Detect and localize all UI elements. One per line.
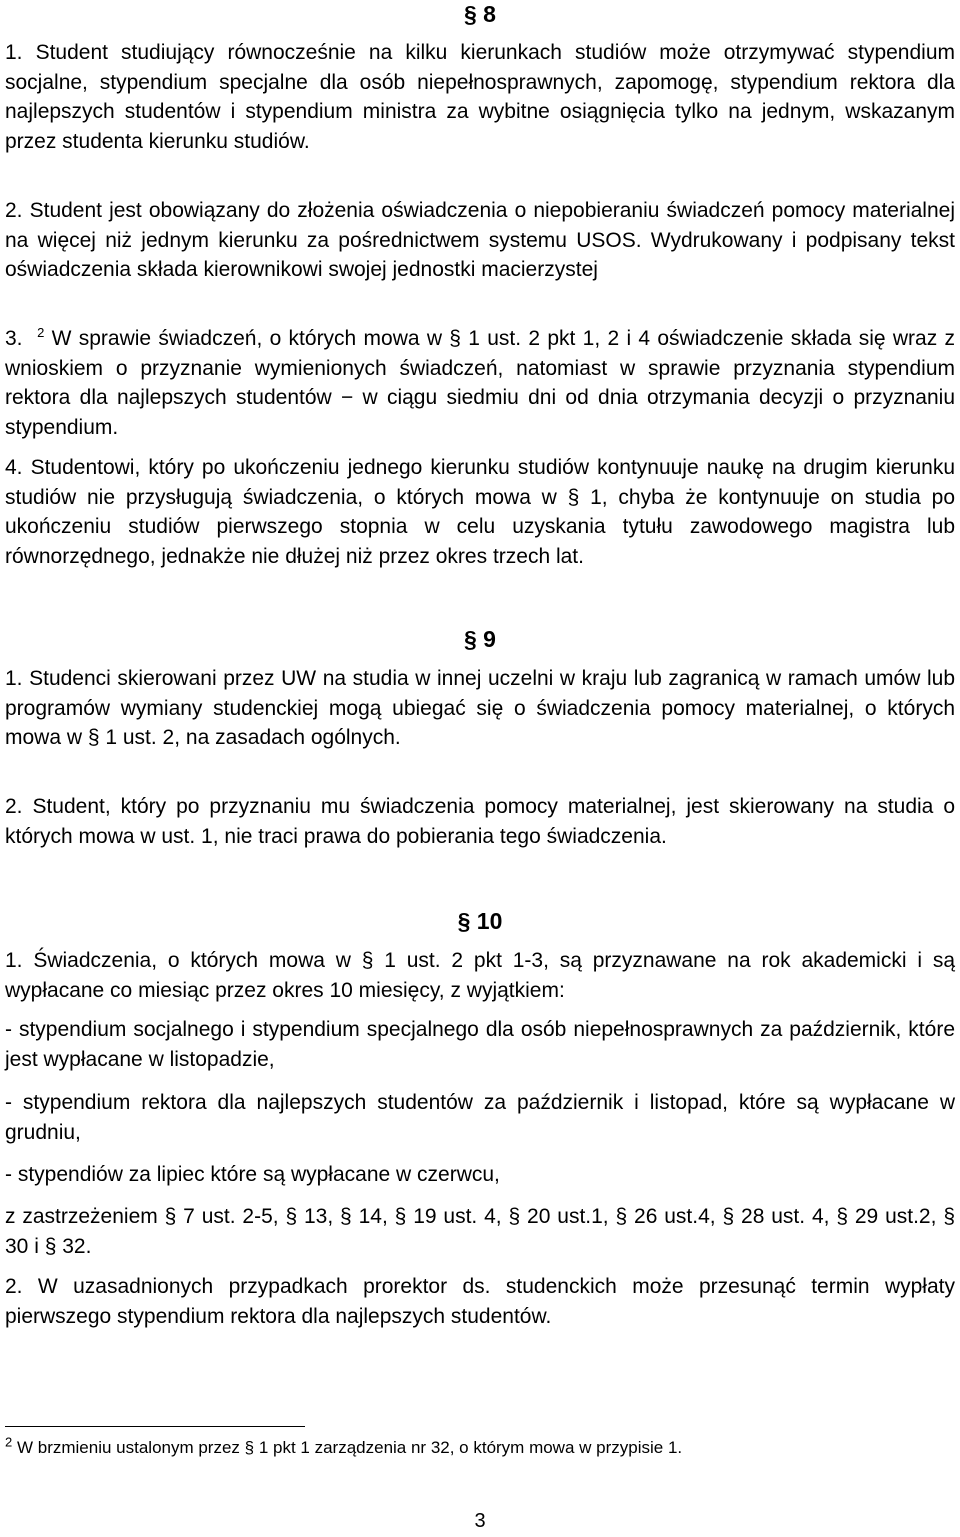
footnote-separator	[5, 1426, 305, 1427]
paragraph-10-item-2: - stypendium rektora dla najlepszych studentów za październik i listopad, które są wypłacane w grudniu,	[5, 1091, 955, 1144]
footnote-mark: 2	[5, 1434, 13, 1450]
paragraph-9-2: 2. Student, który po przyznaniu mu świadczenia pomocy materialnej, jest skierowany na studia o których mowa w ust. 1, nie traci prawa do pobierania tego świadczenia.	[5, 795, 955, 848]
paragraph-10-item-3: - stypendiów za lipiec które są wypłacane w czerwcu,	[5, 1163, 500, 1186]
paragraph-8-1: 1. Student studiujący równocześnie na kilku kierunkach studiów może otrzymywać stypendium socjalne, stypendium specjalne dla osób niepełnosprawnych, zapomogę, stypendium rektora dla najlepszych studentów i stypendium ministra za wybitne osiągnięcia tylko na jednym, wskazanym przez studenta kierunku studiów.	[5, 41, 955, 153]
page-number: 3	[474, 1510, 486, 1532]
footnote-text: W brzmieniu ustalonym przez § 1 pkt 1 zarządzenia nr 32, o którym mowa w przypisie 1.	[16, 1438, 683, 1457]
paragraph-8-3-text: W sprawie świadczeń, o których mowa w § 1 ust. 2 pkt 1, 2 i 4 oświadczenie składa się wraz z wnioskiem o przyznanie wymienionych świadczeń, natomiast w sprawie przyznania stypendium rektora dla najlepszych studentów − w ciągu siedmiu dni od dnia otrzymania decyzji o przyznaniu stypendium.	[5, 327, 955, 439]
paragraph-10-item-1: - stypendium socjalnego i stypendium specjalnego dla osób niepełnosprawnych za październik, które jest wypłacane w listopadzie,	[5, 1018, 955, 1071]
paragraph-8-3	[5, 324, 955, 442]
paragraph-10-1: 1. Świadczenia, o których mowa w § 1 ust. 2 pkt 1-3, są przyznawane na rok akademicki i są wypłacane co miesiąc przez okres 10 miesięcy, z wyjątkiem:	[5, 949, 955, 1002]
section-heading-10: § 10	[457, 908, 503, 934]
section-heading-9: § 9	[464, 626, 496, 652]
paragraph-10-2: 2. W uzasadnionych przypadkach prorektor ds. studenckich może przesunąć termin wypłaty pierwszego stypendium rektora dla najlepszych studentów.	[5, 1275, 955, 1328]
paragraph-10-reservation: z zastrzeżeniem § 7 ust. 2-5, § 13, § 14, § 19 ust. 4, § 20 ust.1, § 26 ust.4, § 28 ust. 4, § 29 ust.2, § 30 i § 32.	[5, 1205, 955, 1258]
footnote-reference: 2	[37, 325, 45, 340]
paragraph-9-1: 1. Studenci skierowani przez UW na studia w innej uczelni w kraju lub zagranicą w ramach umów lub programów wymiany studenckiej mogą ubiegać się o świadczenia pomocy materialnej, o których mowa w § 1 ust. 2, na zasadach ogólnych.	[5, 667, 955, 749]
paragraph-8-3-number: 3.	[5, 327, 23, 350]
paragraph-8-2: 2. Student jest obowiązany do złożenia oświadczenia o niepobieraniu świadczeń pomocy materialnej na więcej niż jednym kierunku za pośrednictwem systemu USOS. Wydrukowany i podpisany tekst oświadczenia składa kierownikowi swojej jednostki macierzystej	[5, 199, 955, 281]
section-heading-8: § 8	[464, 1, 496, 27]
paragraph-8-4: 4. Studentowi, który po ukończeniu jednego kierunku studiów kontynuuje naukę na drugim kierunku studiów nie przysługują świadczenia, o których mowa w § 1, chyba że kontynuuje on studia po ukończeniu studiów pierwszego stopnia w celu uzyskania tytułu zawodowego magistra lub równorzędnego, jednakże nie dłużej niż przez okres trzech lat.	[5, 456, 955, 568]
footnote	[5, 1434, 683, 1459]
